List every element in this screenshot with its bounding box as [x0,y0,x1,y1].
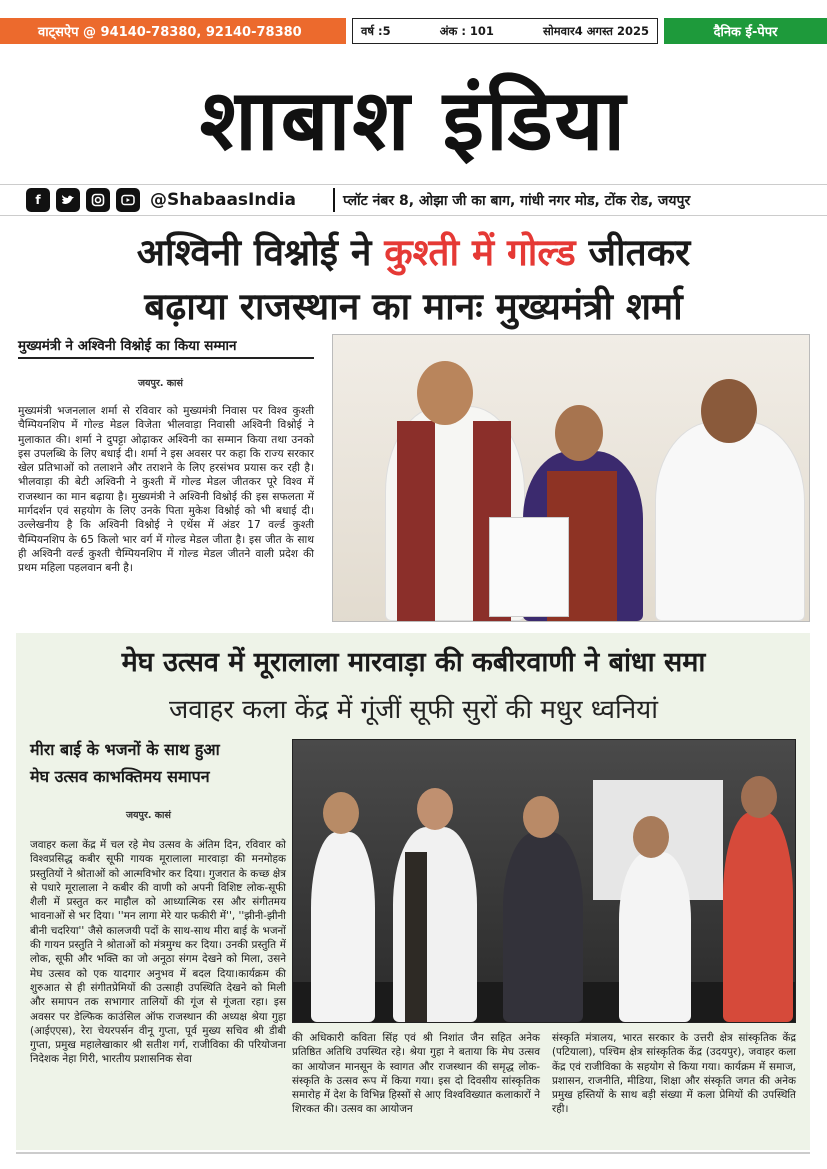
instagram-icon[interactable] [86,188,110,212]
second-headline: मेघ उत्सव में मूरालाला मारवाड़ा की कबीरवाणी ने बांधा समा [121,647,706,678]
bottom-rule [16,1152,810,1154]
lead-headline-line2: बढ़ाया राजस्थान का मानः मुख्यमंत्री शर्मा [144,285,683,328]
second-story-col2: की अधिकारी कविता सिंह एवं श्री निशांत जैन सहित अनेक प्रतिष्ठित अतिथि उपस्थित रहे। श्रेया गुहा ने बताया कि मेघ उत्सव का आयोजन मानसून के स्वागत और राजस्थान की समृद्ध लोक-संस्कृति के उत्सव रूप में किया गया। इस दो दिवसीय सांस्कृतिक समारोह में देश के विभिन्न हिस्सों से आए विश्वविख्यात कलाकारों ने शिरकत की। उत्सव का आयोजन [292,1032,540,1116]
photo-head [633,816,669,858]
social-handle: @ShabaasIndia [150,190,296,210]
social-bar [0,184,827,216]
lead-byline: जयपुर. कासं [138,378,183,389]
photo-person [311,832,375,1022]
issue-info [352,18,658,44]
facebook-icon[interactable]: f [26,188,50,212]
photo-head [555,405,603,461]
second-subhead: जवाहर कला केंद्र में गूंजीं सूफी सुरों की मधुर ध्वनियां [168,695,658,725]
whatsapp-contact: वाट्सऐप @ 94140-78380, 92140-78380 [0,18,346,44]
event-photo [292,739,796,1023]
second-story-col1: जवाहर कला केंद्र में चल रहे मेघ उत्सव के अंतिम दिन, रविवार को विश्वप्रसिद्ध कबीर सूफी गायक मूरालाला मारवाड़ा की मनमोहक प्रस्तुतियों ने श्रोताओं को आत्मविभोर कर दिया। गुजरात के कच्छ क्षेत्र से पधारे मूरालाला ने कबीर की वाणी को अपनी विशिष्ट लोक-सूफी शैली में प्रस्तुत कर माहौल को आध्यात्मिक रस और संगीतमय भावनाओं से भर दिया। ''मन लागा मेरे यार फकीरी में'', ''झीनी-झीनी बीनी चदरिया'' जैसे कालजयी पदों के साथ-साथ मीरा बाई के भजनों की गायन प्रस्तुति ने श्रोताओं को मंत्रमुग्ध कर दिया। उनकी प्रस्तुति में लोक, सूफी और भक्ति का जो अनूठा संगम देखने को मिला, उसने मेघ उत्सव को एक यादगार अनुभव में बदल दिया।कार्यक्रम की शुरुआत से ही संगीतप्रेमियों की उत्साही उपस्थिति देखने को मिली और समापन तक सभागार तालियों की गूंज से गूंजता रहा। इस अवसर पर डेल्फिक काउंसिल ऑफ राजस्थान की अध्यक्ष श्रेया गुहा (आईएएस), रेरा चेयरपर्सन वीनू गुप्ता, पूर्व मुख्य सचिव श्री डीबी गुप्ता, प्रमुख महालेखाकार श्री सतीश गर्ग, राजीविका की परियोजना निदेशक नेहा गिरी, भारतीय प्रशासनिक सेवा [30,839,286,1066]
year-label: वर्ष :5 [361,23,391,38]
lead-story-body: मुख्यमंत्री भजनलाल शर्मा से रविवार को मुख्यमंत्री निवास पर विश्व कुश्ती चैम्पियनशिप में गोल्ड मेडल विजेता भीलवाड़ा निवासी अश्विनी विश्नोई ने मुलाकात की। शर्मा ने दुपट्टा ओढ़ाकर अश्विनी का सम्मान किया तथा उनको इस उपलब्धि के लिए बधाई दी। शर्मा ने इस अवसर पर कहा कि राज्य सरकार खेल प्रतिभाओं को तलाशने और तराशने के लिए हरसंभव प्रयास कर रही है। भीलवाड़ा की बेटी अश्विनी ने कुश्ती में गोल्ड मेडल जीतकर पूरे विश्व में राजस्थान का मान बढ़ाया है। मुख्यमंत्री ने अश्विनी विश्नोई की इस सफलता में मार्गदर्शन एवं सहयोग के लिए उनके पिता मुकेश विश्नोई को भी बधाई दी। उल्लेखनीय है कि अश्विनी विश्नोई ने एथेंस में अंडर 17 वर्ल्ड कुश्ती चैम्पियनशिप के 65 किलो भार वर्ग में गोल्ड मेडल जीता है। इस जीत के साथ ही अश्विनी वर्ल्ड कुश्ती चैम्पियनशिप में गोल्ड मेडल जीतने वाली प्रदेश की प्रथम महिला पहलवान बनी है। [18,405,314,575]
photo-person [723,812,793,1022]
twitter-icon[interactable] [56,188,80,212]
photo-head [417,361,473,425]
photo-person [619,852,691,1022]
photo-head [523,796,559,838]
photo-head [323,792,359,834]
masthead [0,58,827,182]
office-address: प्लॉट नंबर 8, ओझा जी का बाग, गांधी नगर मोड, टोंक रोड, जयपुर [343,192,691,209]
lead-headline-line1: अश्विनी विश्नोई ने कुश्ती में गोल्ड जीतकर [136,231,691,274]
divider [333,188,335,212]
top-info-bar [0,18,827,44]
second-story-col3: संस्कृति मंत्रालय, भारत सरकार के उत्तरी क्षेत्र सांस्कृतिक केंद्र (पटियाला), पश्चिम क्षेत्र सांस्कृतिक केंद्र (उदयपुर), जवाहर कला केंद्र एवं राजीविका के सहयोग से किया गया। कार्यक्रम में समाज, प्रशासन, राजनीति, मीडिया, शिक्षा और संस्कृति जगत की अनेक प्रमुख हस्तियों के साथ बड़ी संख्या में कला प्रेमियों की उपस्थिति रही। [552,1032,796,1116]
lead-photo [332,334,810,622]
youtube-icon[interactable] [116,188,140,212]
social-icons [0,188,140,212]
headline-highlight: कुश्ती में गोल्ड [384,231,576,274]
lead-headline [0,226,827,334]
second-byline: जयपुर. कासं [126,810,171,821]
newspaper-title: शाबाश इंडिया [199,71,628,169]
photo-head [701,379,757,443]
second-side-head: मीरा बाई के भजनों के साथ हुआ मेघ उत्सव काभक्तिमय समापन [30,740,220,786]
photo-gift-bag [489,517,569,617]
issue-label: अंक : 101 [439,23,494,38]
photo-head [741,776,777,818]
photo-person-right [655,421,805,621]
lead-subhead: मुख्यमंत्री ने अश्विनी विश्नोई का किया सम्मान [18,336,314,359]
date-label: सोमवार4 अगस्त 2025 [542,23,649,38]
photo-person [503,832,583,1022]
edition-label: दैनिक ई-पेपर [664,18,827,44]
photo-head [417,788,453,830]
